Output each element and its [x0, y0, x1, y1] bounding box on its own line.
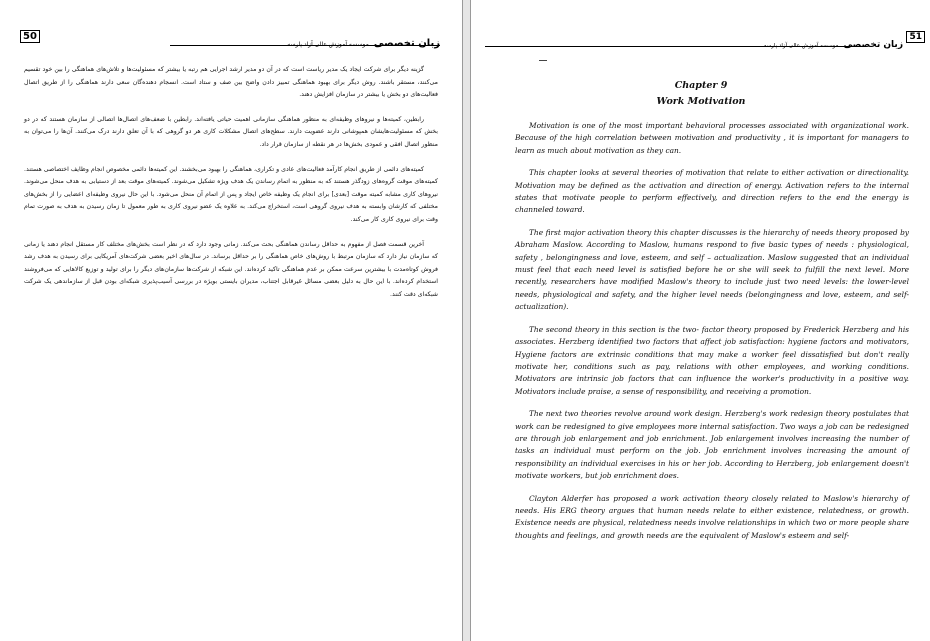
right-page-header — [485, 32, 925, 50]
left-page — [0, 0, 463, 641]
paragraph: کمیته‌های دائمی از طریق انجام کارآمد فعالیت‌های عادی و تکراری، هماهنگی را بهبود می‌بخشند. این کمیته‌ها دائمی مخصوص انجام وظایف اختصاصی هستند. کمیته‌های موقت گروه‌های زودگذر هستند که به منظور به اتمام رساندن یک هدف ویژه تشکیل می‌شوند. کمیته‌های موقت بعد از دستیابی به هدف منحل می‌شوند. نیروهای کاری مشابه کمیته موقت [بعدی] برای انجام یک وظیفه خاص ایجاد و پس از اتمام آن منحل می‌شود. با این حال نیروی وظیفه‌ای اعضایی را از بخش‌های مختلفی که کارشان وابسته به هدف نیروی گروهی است، استخراج می‌کند. به علاوه یک عضو نیروی کاری به طور معمول تا زمان رسیدن به هدف به صورت تمام وقت برای نیروی کاری کار می‌کند. — [24, 165, 438, 223]
header-title: زبان تخصصی — [843, 40, 903, 50]
chapter-label: Chapter 9 — [674, 80, 728, 91]
header-text — [764, 32, 903, 51]
english-text-body — [515, 120, 909, 552]
margin-mark — [539, 60, 547, 61]
persian-text-body — [24, 64, 438, 314]
right-page — [470, 0, 930, 641]
paragraph: The first major activation theory this chapter discusses is the hierarchy of needs theory proposed by Abraham Maslow. According to Maslow, humans respond to five basic types of needs : physiological, safety , belongingness and love, esteem, and self – actualization. Maslow suggested that an individual must feel that each need level is satisfied before he or she will seek to fulfill the next level. More recently, researchers have modified Maslow's theory to include just two need levels: the lower-level needs, physiological and safety, and the higher level needs (belongingness and love, esteem, and self-actualization). — [515, 227, 909, 312]
paragraph: گزینه دیگر برای شرکت ایجاد یک مدیر ریاست است که در آن دو مدیر ارشد اجرایی هم رتبه یا بیشتر که مسئولیت‌ها و تلاش‌های هماهنگی را بین خود تقسیم می‌کنند، مستقر باشند. روش دیگر برای بهبود هماهنگی تمییز دادن واضح بین صف و ستاد است. انسجام دهنده‌گان سعی دارند هماهنگی را از طریق اتصال فعالیت‌های دو بخش یا بیشتر در سازمان افزایش دهند. — [24, 66, 438, 99]
paragraph: آخرین قسمت فصل از مفهوم به حداقل رساندن هماهنگی بحث می‌کند. زمانی وجود دارد که در نظر است بخش‌های مختلف کار مستقل انجام دهند یا زمانی که سازمان نیاز دارد که سازمان مرتبط با روش‌های خاص هماهنگی را بر حداقل برساند. در سال‌های اخیر بعضی شرکت‌های آمریکایی برای رسیدن به هدف رشد فروش کوتاه‌مدت با بیشترین سرعت ممکن بر عدم هماهنگی تاکید کرده‌اند. این شبکه از شرکت‌ها سازمان‌های دیگر را برای تولید و توزیع کالاهایی که می‌فروشند استخدام کرده‌اند. با این حال به دلیل بعضی مسائل غیرقابل اجتناب، مدیران بایستی بویژه در بررسی آسیب‌پذیری شبکه‌ای بودن قبل از سازماندهی یک شرکت شبکه‌ای دقت کنند. — [24, 240, 438, 298]
paragraph: Clayton Alderfer has proposed a work activation theory closely related to Maslow's hierarchy of needs. His ERG theory argues that human needs relate to either existence, relatedness, or growth. Existence needs are physical, relatedness needs involve relationships in which two or more people share thoughts and feelings, and growth needs are the equivalent of Maslow's esteem and self- — [515, 493, 909, 540]
paragraph: This chapter looks at several theories of motivation that relate to either activation or directionality. Motivation may be defined as the activation and direction of energy. Activation refers to the internal states that motivate people to perform effectively, and direction refers to the end the energy is channeled toward. — [515, 168, 909, 215]
left-page-header — [20, 31, 440, 49]
paragraph: رابطین، کمیته‌ها و نیروهای وظیفه‌ای به منظور هماهنگی سازمانی اهمیت حیاتی یافته‌اند. رابطین با ضعف‌های اتصال‌ها اتصالی از سازمان هستند که در دو بخش که مسئولیت‌هایشان همپوشانی دارند عضویت دارند. سطح‌های اتصال مشکلات کاری هر دو گروهی که با آن تعلق دارند درک می‌کنند. آن‌ها را می‌توان به منظور اتصال افقی و عمودی بخش‌ها در هر نقطه از سازمان قرار داد. — [24, 115, 438, 148]
page-number: 51 — [906, 31, 925, 43]
paragraph: The next two theories revolve around work design. Herzberg's work redesign theory postulates that work can be redesigned to give employees more internal satisfaction. Two ways a job can be redesigned are through job enlargement and job enrichment. Job enlargement involves increasing the number of tasks an individual must perform on the job. Job enrichment involves increasing the amount of responsibility an individual exercises in his or her job. According to Herzberg, job enlargement doesn't motivate workers, but job enrichment does. — [515, 409, 909, 481]
paragraph: Motivation is one of the most important behavioral processes associated with organizational work. Because of the high correlation between motivation and productivity , it is important for managers to learn as much about motivation as they can. — [515, 121, 909, 155]
chapter-title: Work Motivation — [656, 96, 746, 107]
header-title: زبان تخصصی — [373, 38, 440, 49]
header-text — [287, 31, 440, 50]
paragraph: The second theory in this section is the two- factor theory proposed by Frederick Herzberg and his associates. Herzberg identified two factors that affect job satisfaction: hygiene factors and motivators, Hygiene factors are extrinsic conditions that may make a worker feel dissatisfied but don't really motivate her, conditions such as pay, relations with other employees, and working conditions. Motivators are intrinsic job factors that can influence the worker's productivity in a positive way. Motivators include praise, a sense of responsibility, and receiving a promotion. — [515, 324, 909, 396]
header-institute: موسسه آموزش عالی آزاد پارسه — [763, 43, 839, 49]
header-institute: موسسه آموزش عالی آزاد پارسه — [287, 41, 369, 48]
page-number: 50 — [20, 30, 40, 43]
book-gutter — [463, 0, 470, 641]
